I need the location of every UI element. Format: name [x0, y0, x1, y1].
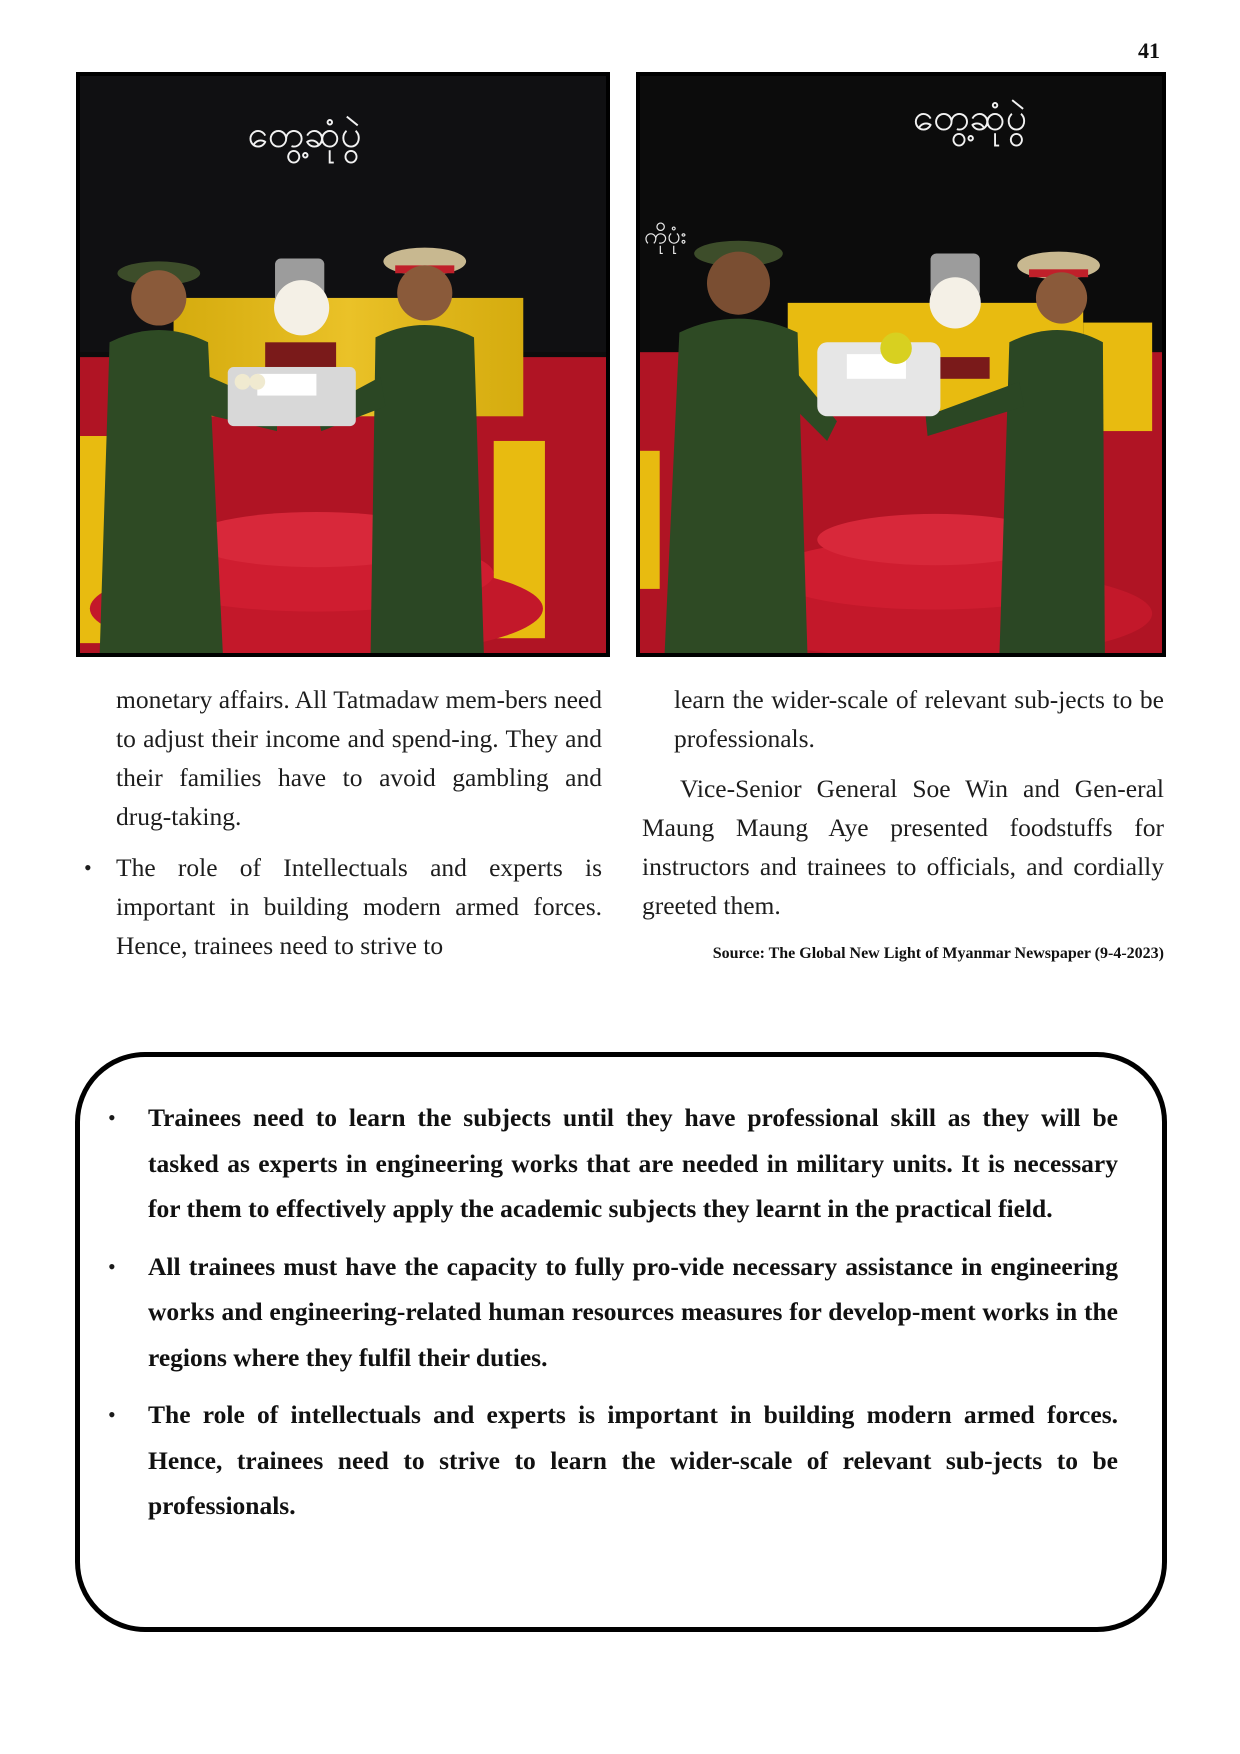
- summary-item-text: The role of intellectuals and experts is important in building modern armed forces. Hence, trainees need to strive to learn the wider-scale of relevant sub-jects to be professionals.: [148, 1400, 1118, 1520]
- bullet-icon: •: [84, 855, 92, 880]
- bullet-icon: •: [108, 1402, 116, 1427]
- ceremony-photo-left-image: [80, 76, 606, 653]
- summary-list: [106, 1095, 1118, 1541]
- summary-item-text: Trainees need to learn the subjects until they have professional skill as they will be tasked as experts in engineering works that are needed in military units. It is necessary for them to effectively apply the academic subjects they learnt in the practical field.: [148, 1103, 1118, 1223]
- photo-right-side-text: ကိုပုံး: [643, 221, 687, 250]
- continued-paragraph: monetary affairs. All Tatmadaw mem-bers need to adjust their income and spend-ing. They and their families have to avoid gambling and drug-taking.: [116, 685, 602, 831]
- source-citation: Source: The Global New Light of Myanmar Newspaper (9-4-2023): [712, 945, 1164, 962]
- bullet-icon: •: [108, 1253, 116, 1279]
- body-paragraph: Vice-Senior General Soe Win and Gen-eral Maung Maung Aye presented foodstuffs for instructors and trainees to officials, and cordially greeted them.: [642, 774, 1164, 920]
- list-item: [106, 1392, 1118, 1529]
- list-item: [106, 1244, 1118, 1381]
- summary-box: [75, 1052, 1167, 1632]
- continued-paragraph: learn the wider-scale of relevant sub-jects to be professionals.: [674, 685, 1164, 753]
- list-item: [106, 1095, 1118, 1232]
- page-number: 41: [1138, 38, 1160, 63]
- list-item: [84, 848, 602, 965]
- bullet-icon: •: [108, 1105, 116, 1130]
- bullet-paragraph: The role of Intellectuals and experts is important in building modern armed forces. Hence, trainees need to strive to: [116, 853, 602, 960]
- ceremony-photo-right-image: [640, 76, 1162, 653]
- photo-right-banner-text: တွေ့ဆုံပွဲ: [912, 95, 1028, 140]
- photo-left-banner-text: တွေ့ဆုံပွဲ: [247, 111, 362, 157]
- ceremony-photo-right: [636, 72, 1166, 657]
- left-text-column: [84, 680, 602, 965]
- ceremony-photo-left: [76, 72, 610, 657]
- right-text-column: [642, 680, 1164, 965]
- summary-item-text: All trainees must have the capacity to fully pro-vide necessary assistance in engineering works and engineering-related human resources measures for develop-ment works in the regions where they fulfil their duties.: [148, 1251, 1118, 1372]
